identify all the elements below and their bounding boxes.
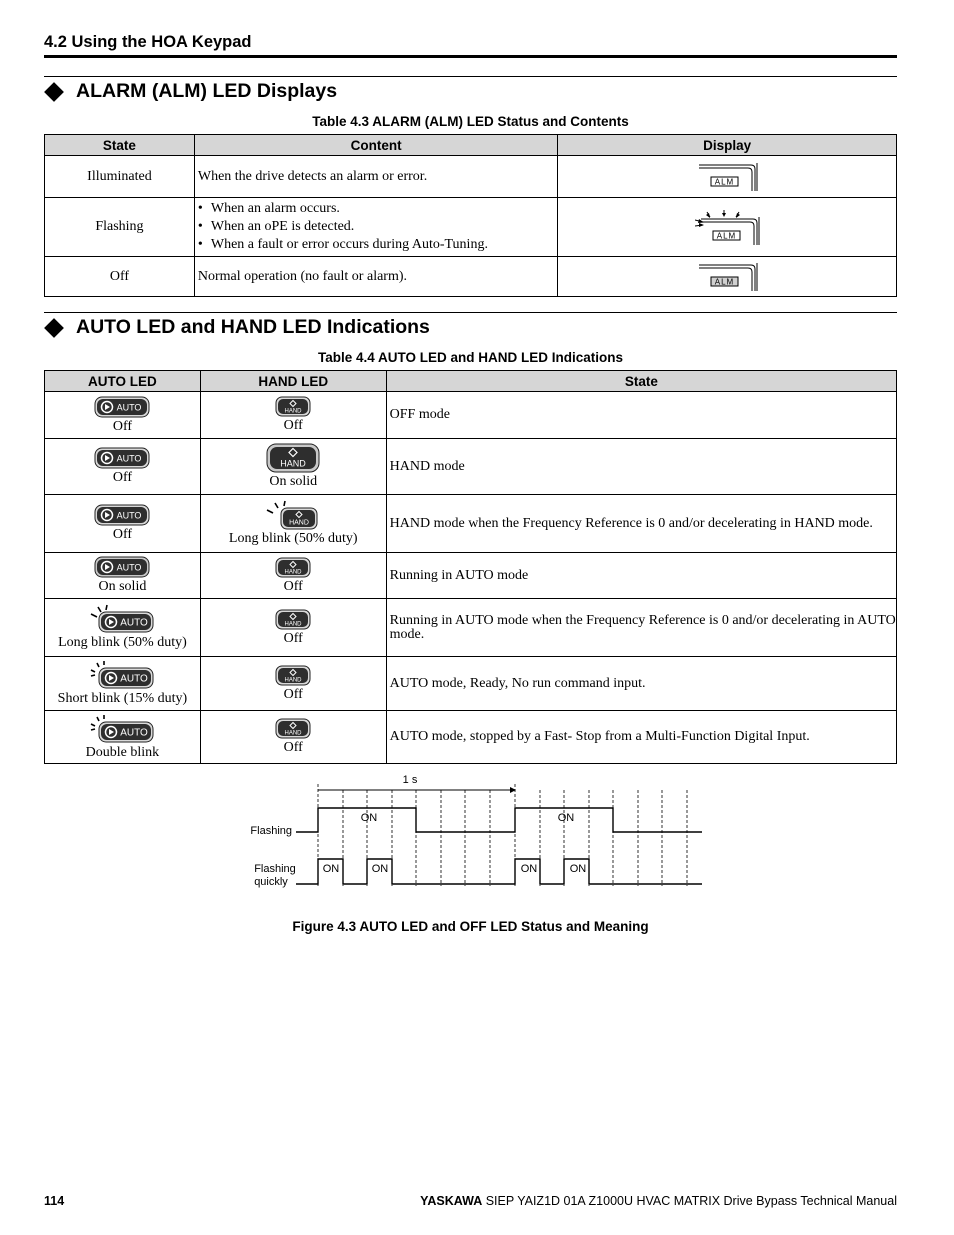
- auto-led-cell: [45, 599, 201, 657]
- hand-led-cell: [200, 439, 386, 495]
- auto-led-status: Double blink: [85, 744, 160, 760]
- auto-led-cell: [45, 439, 201, 495]
- column-header: AUTO LED: [45, 371, 201, 392]
- state-cell: OFF mode: [386, 392, 896, 439]
- diamond-bullet-icon: [44, 82, 64, 102]
- content-cell: [194, 198, 558, 257]
- flashing-waveform: [296, 808, 702, 832]
- section-header: 4.2 Using the HOA Keypad: [44, 33, 252, 51]
- on-label: ON: [520, 863, 538, 875]
- hand-key-blinking-icon: [265, 500, 321, 530]
- hand-led-cell: [200, 392, 386, 439]
- on-label: ON: [557, 812, 575, 824]
- auto-led-cell: [45, 657, 201, 711]
- column-header: HAND LED: [200, 371, 386, 392]
- auto-led-status: Off: [112, 418, 133, 434]
- auto-led-status: Long blink (50% duty): [58, 635, 187, 650]
- state-cell: AUTO mode, stopped by a Fast- Stop from a Multi-Function Digital Input.: [386, 711, 896, 764]
- svg-text:HAND: HAND: [284, 621, 302, 627]
- svg-text:AUTO: AUTO: [120, 727, 149, 738]
- period-label: 1 s: [402, 774, 418, 786]
- alarm-table: [44, 134, 897, 297]
- display-cell: [558, 198, 897, 257]
- hoa-table-caption: Table 4.4 AUTO LED and HAND LED Indications: [317, 350, 624, 365]
- blink-timing-diagram: [240, 770, 720, 900]
- hand-key-icon: [275, 718, 311, 739]
- list-item: • When an alarm occurs.: [195, 200, 558, 218]
- alm-label: ALM: [714, 177, 735, 186]
- hand-led-status: Off: [283, 578, 303, 594]
- auto-led-status: Short blink (15% duty): [57, 691, 188, 706]
- content-cell: Normal operation (no fault or alarm).: [194, 257, 558, 297]
- hand-led-cell: [200, 657, 386, 711]
- hand-key-lit-icon: [266, 443, 320, 473]
- table-row: [45, 156, 897, 198]
- list-item: • When an oPE is detected.: [195, 218, 558, 236]
- alm-led-off-icon: [697, 262, 767, 292]
- svg-text:HAND: HAND: [284, 730, 302, 737]
- figure-caption: Figure 4.3 AUTO LED and OFF LED Status and Meaning: [292, 919, 649, 934]
- table-row: [45, 392, 897, 439]
- auto-led-status: On solid: [98, 579, 147, 594]
- flashing-row-label: Flashing: [250, 825, 292, 837]
- alarm-section-title: ALARM (ALM) LED Displays: [44, 80, 337, 103]
- state-cell: HAND mode: [386, 439, 896, 495]
- hand-led-cell: [200, 553, 386, 599]
- svg-text:AUTO: AUTO: [117, 510, 142, 521]
- hand-led-status: On solid: [269, 474, 318, 489]
- alm-led-flashing-icon: [695, 208, 769, 246]
- svg-text:AUTO: AUTO: [117, 453, 142, 464]
- hand-led-status: Off: [283, 686, 303, 702]
- display-cell: [558, 257, 897, 297]
- hand-key-icon: [275, 557, 311, 578]
- auto-key-icon: [94, 396, 150, 418]
- hand-key-icon: [275, 665, 311, 686]
- auto-key-icon: [94, 447, 150, 469]
- state-cell: Running in AUTO mode when the Frequency Reference is 0 and/or decelerating in AUTO mode.: [386, 599, 896, 657]
- display-cell: [558, 156, 897, 198]
- svg-text:HAND: HAND: [284, 569, 302, 575]
- svg-text:AUTO: AUTO: [120, 617, 149, 629]
- table-row: [45, 495, 897, 553]
- page-number: 114: [44, 1194, 65, 1208]
- flashing-quickly-label-1: Flashing: [254, 863, 296, 875]
- svg-text:HAND: HAND: [280, 458, 307, 469]
- auto-key-double-blink-icon: [89, 714, 155, 744]
- column-header: State: [386, 371, 896, 392]
- hand-led-cell: [200, 711, 386, 764]
- hand-key-icon: [275, 609, 311, 630]
- alm-label: ALM: [714, 277, 735, 286]
- content-cell: When the drive detects an alarm or error.: [194, 156, 558, 198]
- auto-led-cell: [45, 392, 201, 439]
- svg-text:HAND: HAND: [289, 519, 310, 527]
- state-cell: Running in AUTO mode: [386, 553, 896, 599]
- table-row: [45, 553, 897, 599]
- alarm-table-caption: Table 4.3 ALARM (ALM) LED Status and Contents: [312, 114, 629, 129]
- flashing-quickly-waveform: [296, 859, 702, 884]
- hand-key-icon: [275, 396, 311, 417]
- column-header: State: [45, 135, 195, 156]
- state-cell: Off: [45, 257, 195, 297]
- state-cell: Flashing: [45, 198, 195, 257]
- auto-key-icon: [94, 504, 150, 526]
- svg-text:AUTO: AUTO: [117, 562, 142, 573]
- on-label: ON: [569, 863, 587, 875]
- state-cell: Illuminated: [45, 156, 195, 198]
- section-rule: [44, 76, 897, 77]
- section-rule: [44, 312, 897, 313]
- manual-title: SIEP YAIZ1D 01A Z1000U HVAC MATRIX Drive Bypass Technical Manual: [482, 1194, 897, 1208]
- table-row: [45, 439, 897, 495]
- auto-led-cell: [45, 495, 201, 553]
- auto-key-short-blink-icon: [89, 660, 155, 690]
- column-header: Content: [194, 135, 558, 156]
- flashing-quickly-label-2: quickly: [254, 876, 288, 888]
- footer-manual-title: [420, 1194, 897, 1208]
- on-label: ON: [322, 863, 340, 875]
- hand-led-status: Off: [283, 418, 303, 433]
- svg-text:HAND: HAND: [284, 408, 302, 415]
- table-row: [45, 198, 897, 257]
- table-row: [45, 657, 897, 711]
- diamond-bullet-icon: [44, 318, 64, 338]
- table-row: [45, 599, 897, 657]
- hand-led-cell: [200, 599, 386, 657]
- alm-label: ALM: [716, 231, 737, 241]
- auto-led-cell: [45, 711, 201, 764]
- svg-text:HAND: HAND: [284, 677, 302, 683]
- state-cell: HAND mode when the Frequency Reference is 0 and/or decelerating in HAND mode.: [386, 495, 896, 553]
- on-label: ON: [371, 863, 389, 875]
- list-item: • When a fault or error occurs during Auto-Tuning.: [195, 236, 558, 254]
- table-row: [45, 711, 897, 764]
- auto-key-blinking-icon: [89, 604, 155, 634]
- svg-text:AUTO: AUTO: [117, 402, 142, 412]
- header-rule: [44, 55, 897, 58]
- hoa-section-title: AUTO LED and HAND LED Indications: [44, 316, 430, 339]
- auto-led-status: Off: [112, 470, 133, 485]
- hand-led-status: Off: [283, 740, 303, 755]
- on-label: ON: [360, 812, 378, 824]
- hand-led-cell: [200, 495, 386, 553]
- auto-led-cell: [45, 553, 201, 599]
- hand-led-status: Off: [283, 630, 303, 646]
- hand-led-status: Long blink (50% duty): [228, 531, 358, 546]
- column-header: Display: [558, 135, 897, 156]
- auto-led-status: Off: [112, 527, 133, 542]
- state-cell: AUTO mode, Ready, No run command input.: [386, 657, 896, 711]
- table-row: [45, 257, 897, 297]
- hoa-table: [44, 370, 897, 764]
- svg-text:AUTO: AUTO: [120, 673, 149, 685]
- auto-key-lit-icon: [94, 556, 150, 578]
- brand-name: YASKAWA: [420, 1194, 483, 1208]
- alm-led-lit-icon: [697, 162, 767, 192]
